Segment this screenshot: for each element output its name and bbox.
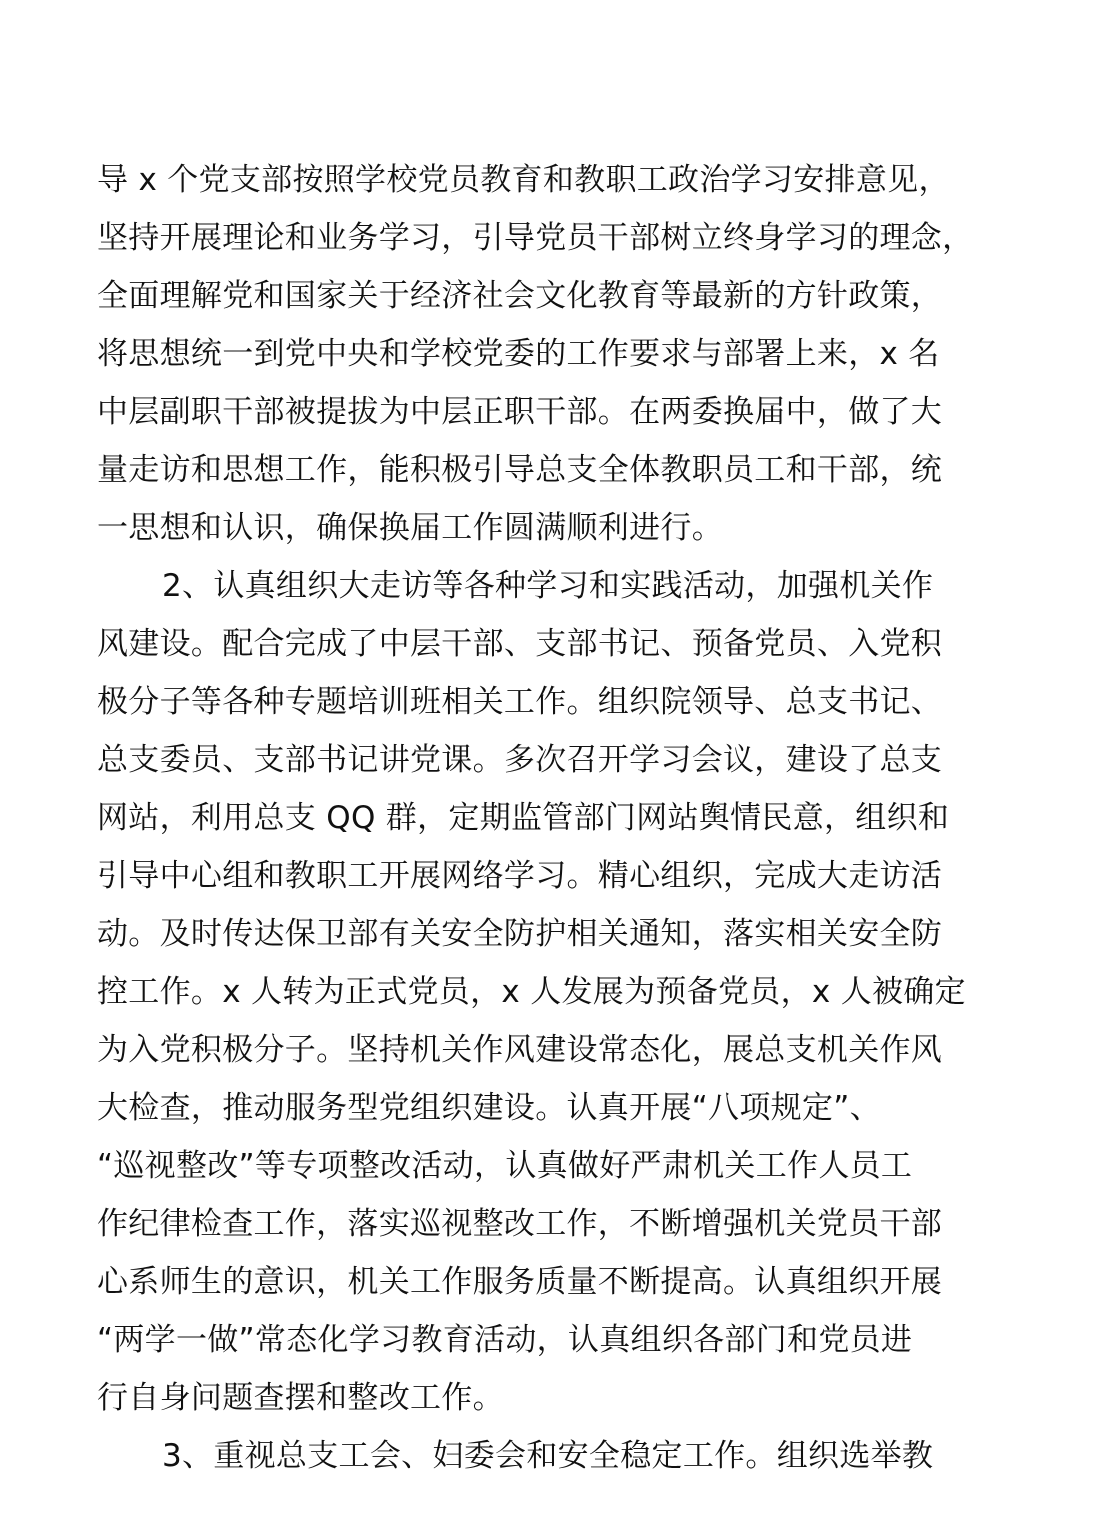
text-line: “巡视整改”等专项整改活动，认真做好严肃机关工作人员工: [97, 1148, 913, 1184]
text-line: 极分子等各种专题培训班相关工作。组织院领导、总支书记、: [97, 684, 943, 720]
paragraph-start-line: 3、重视总支工会、妇委会和安全稳定工作。组织选举教: [162, 1438, 934, 1474]
text-line: 坚持开展理论和业务学习，引导党员干部树立终身学习的理念，: [97, 220, 974, 256]
text-line: 导 x 个党支部按照学校党员教育和教职工政治学习安排意见，: [97, 162, 950, 198]
text-line: 网站，利用总支 QQ 群，定期监管部门网站舆情民意，组织和: [97, 800, 950, 836]
text-line: 全面理解党和国家关于经济社会文化教育等最新的方针政策，: [97, 278, 943, 314]
text-line: 风建设。配合完成了中层干部、支部书记、预备党员、入党积: [97, 626, 943, 662]
text-line: 动。及时传达保卫部有关安全防护相关通知，落实相关安全防: [97, 916, 943, 952]
text-line: 为入党积极分子。坚持机关作风建设常态化，展总支机关作风: [97, 1032, 943, 1068]
text-line: 将思想统一到党中央和学校党委的工作要求与部署上来，x 名: [97, 336, 940, 372]
text-line: “两学一做”常态化学习教育活动，认真组织各部门和党员进: [97, 1322, 913, 1358]
paragraph-start-line: 2、认真组织大走访等各种学习和实践活动，加强机关作: [162, 568, 934, 604]
text-line: 一思想和认识，确保换届工作圆满顺利进行。: [97, 510, 723, 546]
text-line: 引导中心组和教职工开展网络学习。精心组织，完成大走访活: [97, 858, 943, 894]
text-line: 作纪律检查工作，落实巡视整改工作，不断增强机关党员干部: [97, 1206, 943, 1242]
text-line: 总支委员、支部书记讲党课。多次召开学习会议，建设了总支: [97, 742, 943, 778]
text-line: 控工作。x 人转为正式党员，x 人发展为预备党员，x 人被确定: [97, 974, 966, 1010]
text-line: 行自身问题查摆和整改工作。: [97, 1380, 504, 1416]
text-line: 中层副职干部被提拔为中层正职干部。在两委换届中，做了大: [97, 394, 943, 430]
text-line: 大检查，推动服务型党组织建设。认真开展“八项规定”、: [97, 1090, 881, 1126]
text-line: 心系师生的意识，机关工作服务质量不断提高。认真组织开展: [97, 1264, 943, 1300]
text-line: 量走访和思想工作，能积极引导总支全体教职员工和干部，统: [97, 452, 943, 488]
